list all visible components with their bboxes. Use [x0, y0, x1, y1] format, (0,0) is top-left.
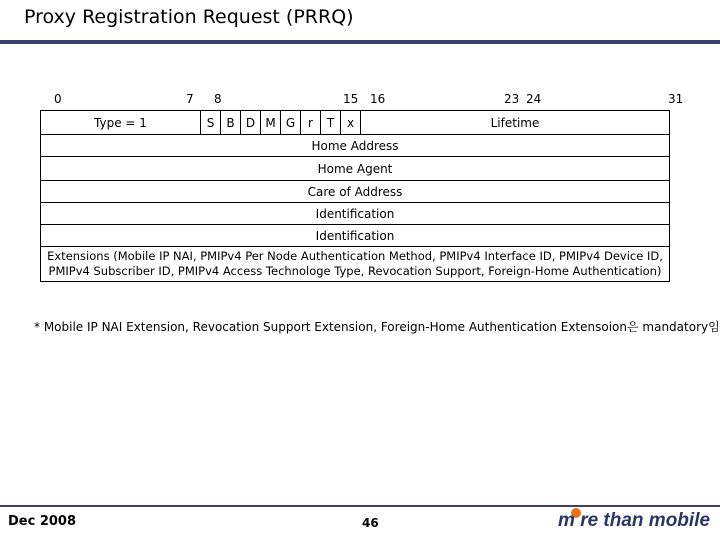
bit-number-0: 0 — [54, 92, 62, 106]
flag-s: S — [201, 111, 221, 134]
logo-text: re than mobile — [580, 510, 711, 531]
home-address-row: Home Address — [41, 135, 669, 157]
flag-g: G — [281, 111, 301, 134]
slide-title: Proxy Registration Request (PRRQ) — [24, 6, 354, 28]
header-row — [41, 111, 669, 135]
extensions-line-2: PMIPv4 Subscriber ID, PMIPv4 Access Technologe Type, Revocation Support, Foreign-Home Authentication) — [48, 264, 662, 278]
flag-m: M — [261, 111, 281, 134]
lifetime-label: Lifetime — [490, 115, 540, 130]
logo-m: m — [558, 510, 575, 531]
bit-number-31: 31 — [668, 92, 684, 106]
bit-number-23: 23 — [504, 92, 520, 106]
bit-number-24: 24 — [526, 92, 542, 106]
title-divider — [0, 40, 720, 44]
page-number: 46 — [362, 516, 379, 530]
footer-date: Dec 2008 — [8, 514, 77, 529]
extensions-line-1: Extensions (Mobile IP NAI, PMIPv4 Per Node Authentication Method, PMIPv4 Interface ID, PMIPv4 Device ID, — [47, 249, 663, 263]
mandatory-note: * Mobile IP NAI Extension, Revocation Support Extension, Foreign-Home Authentication Extensoion은 mandatory임 — [34, 320, 720, 334]
flag-x: x — [341, 111, 361, 134]
flag-r: r — [301, 111, 321, 134]
bit-number-16: 16 — [370, 92, 386, 106]
footer-divider — [0, 505, 720, 507]
care-of-address-row: Care of Address — [41, 181, 669, 203]
company-logo — [558, 510, 710, 532]
flag-b: B — [221, 111, 241, 134]
home-agent-row: Home Agent — [41, 157, 669, 181]
flag-d: D — [241, 111, 261, 134]
bit-number-15: 15 — [343, 92, 359, 106]
type-label: Type = 1 — [94, 115, 147, 130]
flag-t: T — [321, 111, 341, 134]
bit-number-8: 8 — [214, 92, 222, 106]
identification-row-1: Identification — [41, 203, 669, 225]
identification-row-2: Identification — [41, 225, 669, 247]
lifetime-field — [361, 111, 669, 134]
bit-number-7: 7 — [186, 92, 194, 106]
extensions-row — [41, 247, 669, 281]
packet-format-table — [40, 110, 670, 282]
type-field — [41, 111, 201, 134]
